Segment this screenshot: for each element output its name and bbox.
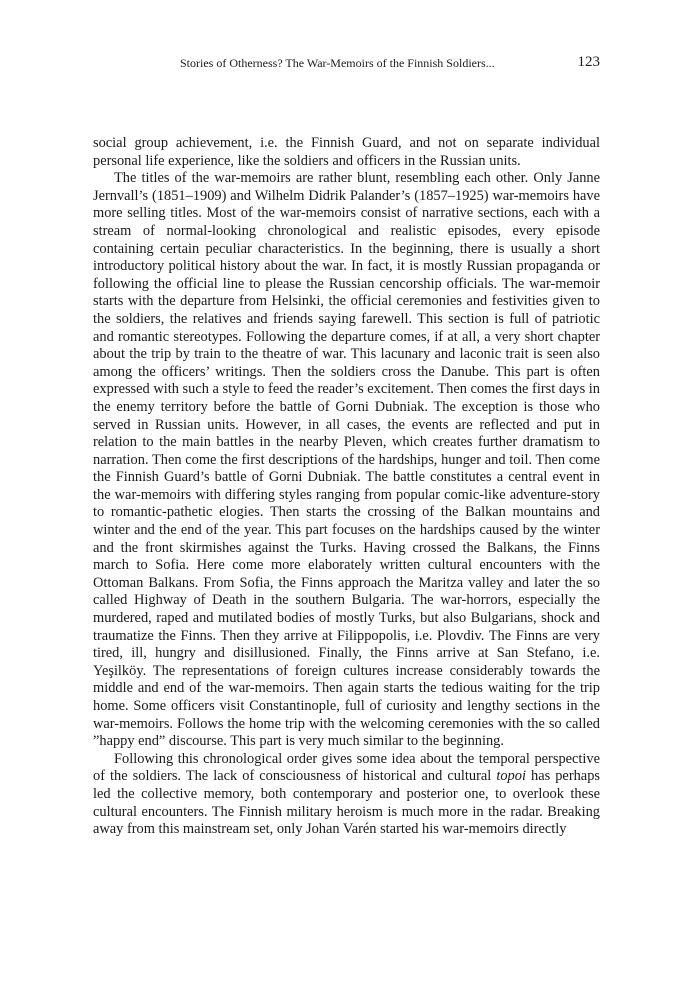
paragraph-2: The titles of the war-memoirs are rather blunt, resembling each other. Only Janne Jernvall’s (1851–1909) and Wilhelm Didrik Palander’s (1857–1925) war-memoirs have more selling titles. Most of the war-memoirs consist of narrative sections, each with a stream of normal-looking chronological and realistic episodes, every episode containing certain peculiar characteristics. In the beginning, there is usually a short introductory political history about the war. In fact, it is mostly Russian propaganda or following the official line to please the Russian cencorship officials. The war-memoir starts with the departure from Helsinki, the official ceremonies and festivities given to the soldiers, the relatives and friends saying farewell. This section is full of patriotic and romantic stereotypes. Following the departure comes, if at all, a very short chapter about the trip by train to the theatre of war. This lacunary and laconic trait is seen also among the officers’ writings. Then the soldiers cross the Danube. This part is often expressed with such a style to feed the reader’s excitement. Then comes the first days in the enemy territory before the battle of Gorni Dubniak. The exception is those who served in Russian units. However, in all cases, the events are reflected and put in relation to the main battles in the nearby Pleven, which creates further dramatism to narration. Then come the first descriptions of the hardships, hunger and toil. Then come the Finnish Guard’s battle of Gorni Dubniak. The battle constitutes a central event in the war-memoirs with differing styles ranging from popular comic-like adventure-story to romantic-pathetic elogies. Then starts the crossing of the Balkan mountains and winter and the end of the year. This part focuses on the hardships caused by the winter and the front skirmishes against the Turks. Having crossed the Balkans, the Finns march to Sofia. Here come more elaborately written cultural encounters with the Ottoman Balkans. From Sofia, the Finns approach the Maritza valley and later the so called Highway of Death in the southern Bulgaria. The war-horrors, especially the murdered, raped and mutilated bodies of mostly Turks, but also Bulgarians, shock and traumatize the Finns. Then they arrive at Filippopolis, i.e. Plovdiv. The Finns are very tired, ill, hungry and disillusioned. Finally, the Finns arrive at San Stefano, i.e. Yeşilköy. The representations of foreign cultures increase considerably towards the middle and end of the war-memoirs. Then again starts the tedious waiting for the trip home. Some officers visit Constantinople, full of curiosity and lengthy sections in the war-memoirs. Follows the home trip with the welcoming ceremonies with the so called ”happy end” discourse. This part is very much similar to the beginning. <box>93 170 600 750</box>
body-text <box>93 135 600 839</box>
running-title: Stories of Otherness? The War-Memoirs of the Finnish Soldiers... <box>180 56 495 70</box>
paragraph-3-text-b: has perhaps led the collective memory, both contemporary and posterior one, to overlook these cultural encounters. The Finnish military heroism is much more in the radar. Breaking away from this mainstream set, only Johan Varén started his war-memoirs directly <box>93 768 600 838</box>
running-header <box>93 53 600 73</box>
italic-term-topoi: topoi <box>496 768 526 785</box>
page-number: 123 <box>577 54 600 70</box>
paragraph-3 <box>93 751 600 839</box>
paragraph-3-text-a: Following this chronological order gives some idea about the temporal perspective of the soldiers. The lack of consciousness of historical and cultural <box>93 750 600 785</box>
paragraph-1: social group achievement, i.e. the Finnish Guard, and not on separate individual personal life experience, like the soldiers and officers in the Russian units. <box>93 135 600 169</box>
